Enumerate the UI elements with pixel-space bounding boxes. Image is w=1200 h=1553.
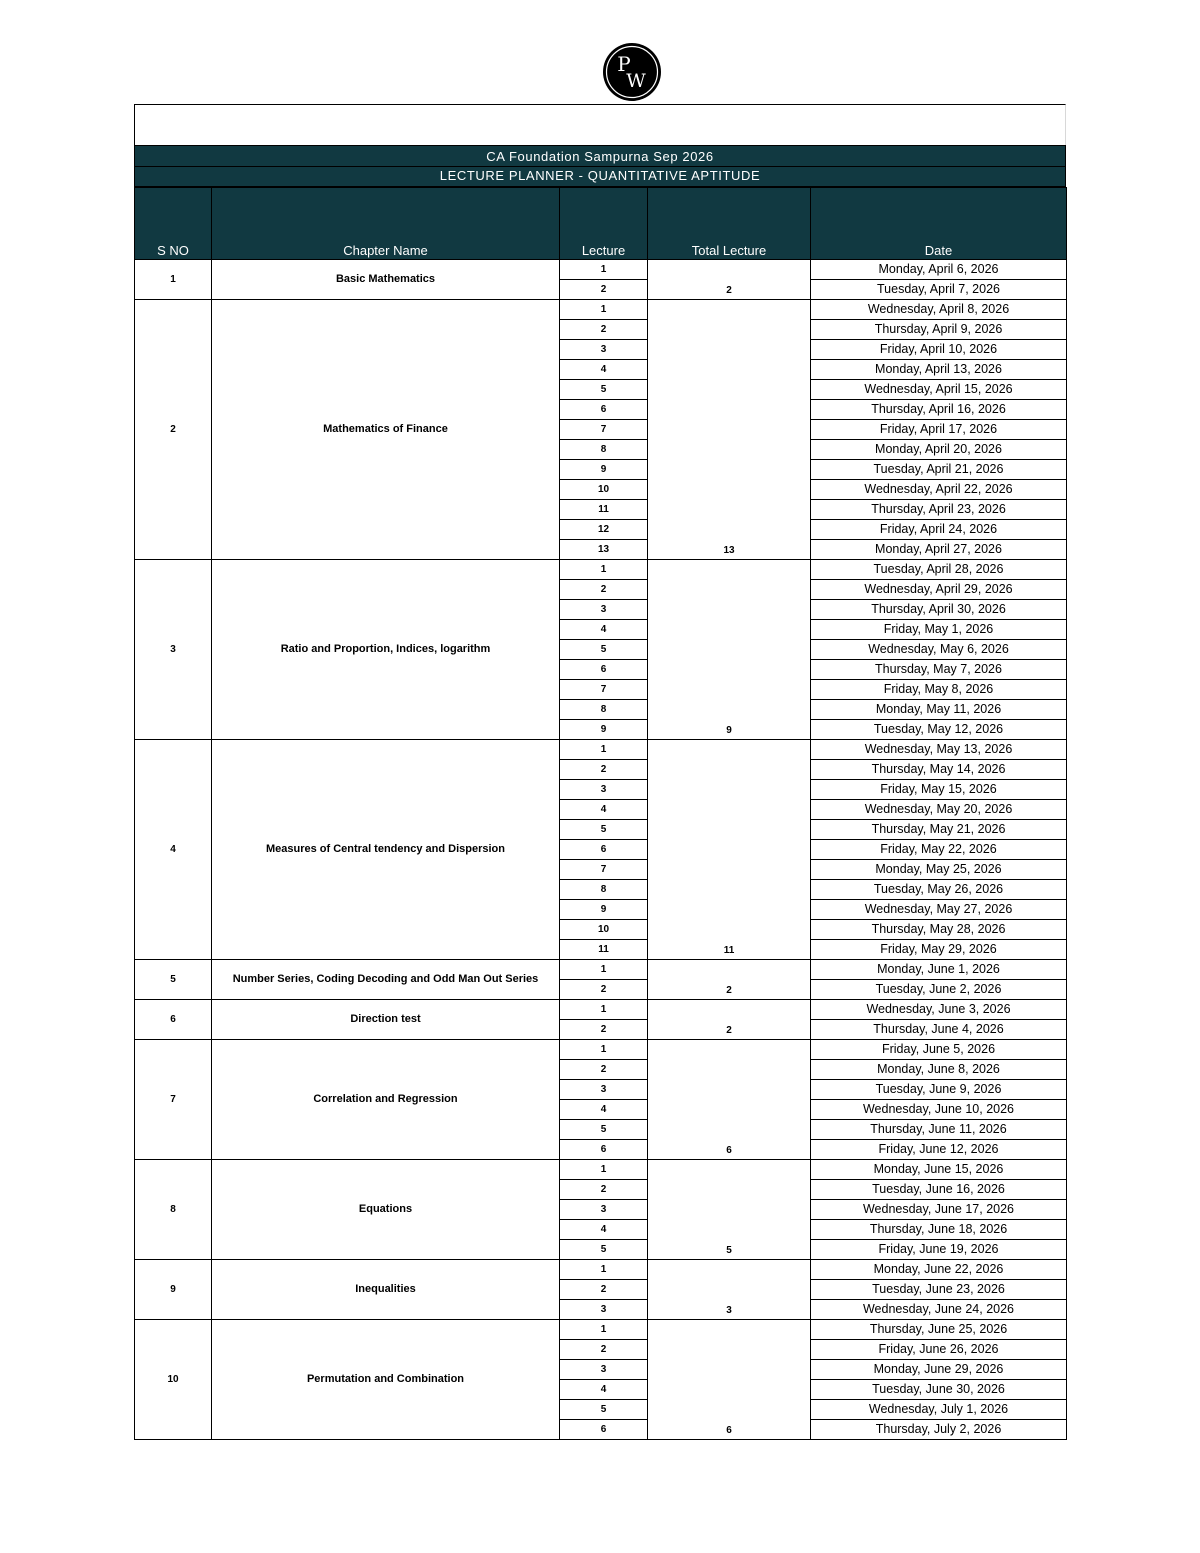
total-lecture-cell: 2 bbox=[648, 260, 811, 300]
lecture-number-cell: 4 bbox=[560, 1100, 648, 1120]
table-row bbox=[135, 960, 1067, 980]
date-cell: Wednesday, April 29, 2026 bbox=[811, 580, 1067, 600]
date-cell: Wednesday, April 15, 2026 bbox=[811, 380, 1067, 400]
date-cell: Tuesday, May 12, 2026 bbox=[811, 720, 1067, 740]
lecture-number-cell: 5 bbox=[560, 1240, 648, 1260]
table-header-row bbox=[135, 188, 1067, 260]
date-cell: Monday, June 22, 2026 bbox=[811, 1260, 1067, 1280]
sno-cell: 9 bbox=[135, 1260, 212, 1320]
date-cell: Tuesday, April 7, 2026 bbox=[811, 280, 1067, 300]
chapter-name-cell: Basic Mathematics bbox=[212, 260, 560, 300]
date-cell: Thursday, May 14, 2026 bbox=[811, 760, 1067, 780]
date-cell: Friday, April 24, 2026 bbox=[811, 520, 1067, 540]
sno-cell: 1 bbox=[135, 260, 212, 300]
logo-letter-w: W bbox=[626, 70, 646, 92]
chapter-name-cell: Direction test bbox=[212, 1000, 560, 1040]
date-cell: Thursday, May 21, 2026 bbox=[811, 820, 1067, 840]
lecture-number-cell: 4 bbox=[560, 620, 648, 640]
lecture-number-cell: 2 bbox=[560, 1340, 648, 1360]
table-row bbox=[135, 560, 1067, 580]
date-cell: Wednesday, June 17, 2026 bbox=[811, 1200, 1067, 1220]
lecture-number-cell: 3 bbox=[560, 1080, 648, 1100]
total-lecture-cell: 3 bbox=[648, 1260, 811, 1320]
lecture-number-cell: 4 bbox=[560, 800, 648, 820]
lecture-number-cell: 1 bbox=[560, 1160, 648, 1180]
chapter-name-cell: Equations bbox=[212, 1160, 560, 1260]
lecture-number-cell: 3 bbox=[560, 780, 648, 800]
chapter-name-cell: Permutation and Combination bbox=[212, 1320, 560, 1440]
lecture-number-cell: 4 bbox=[560, 360, 648, 380]
date-cell: Thursday, April 23, 2026 bbox=[811, 500, 1067, 520]
date-cell: Thursday, May 7, 2026 bbox=[811, 660, 1067, 680]
lecture-number-cell: 9 bbox=[560, 720, 648, 740]
date-cell: Monday, June 1, 2026 bbox=[811, 960, 1067, 980]
lecture-table bbox=[134, 187, 1067, 1440]
col-header-total: Total Lecture bbox=[648, 188, 811, 260]
lecture-number-cell: 2 bbox=[560, 320, 648, 340]
total-lecture-cell: 9 bbox=[648, 560, 811, 740]
sno-cell: 4 bbox=[135, 740, 212, 960]
lecture-number-cell: 6 bbox=[560, 660, 648, 680]
lecture-number-cell: 2 bbox=[560, 1020, 648, 1040]
lecture-number-cell: 11 bbox=[560, 940, 648, 960]
chapter-name-cell: Correlation and Regression bbox=[212, 1040, 560, 1160]
table-row bbox=[135, 1160, 1067, 1180]
date-cell: Monday, April 6, 2026 bbox=[811, 260, 1067, 280]
total-lecture-cell: 13 bbox=[648, 300, 811, 560]
lecture-number-cell: 1 bbox=[560, 1320, 648, 1340]
lecture-number-cell: 4 bbox=[560, 1220, 648, 1240]
lecture-number-cell: 3 bbox=[560, 1300, 648, 1320]
lecture-number-cell: 5 bbox=[560, 820, 648, 840]
date-cell: Wednesday, April 22, 2026 bbox=[811, 480, 1067, 500]
date-cell: Friday, April 17, 2026 bbox=[811, 420, 1067, 440]
lecture-number-cell: 4 bbox=[560, 1380, 648, 1400]
date-cell: Tuesday, June 9, 2026 bbox=[811, 1080, 1067, 1100]
sno-cell: 10 bbox=[135, 1320, 212, 1440]
col-header-chapter: Chapter Name bbox=[212, 188, 560, 260]
sno-cell: 3 bbox=[135, 560, 212, 740]
lecture-number-cell: 5 bbox=[560, 1400, 648, 1420]
table-row bbox=[135, 1320, 1067, 1340]
lecture-number-cell: 5 bbox=[560, 380, 648, 400]
lecture-number-cell: 9 bbox=[560, 900, 648, 920]
sno-cell: 5 bbox=[135, 960, 212, 1000]
date-cell: Monday, June 8, 2026 bbox=[811, 1060, 1067, 1080]
total-lecture-cell: 11 bbox=[648, 740, 811, 960]
lecture-number-cell: 8 bbox=[560, 440, 648, 460]
blank-header-row bbox=[134, 104, 1066, 145]
date-cell: Thursday, June 11, 2026 bbox=[811, 1120, 1067, 1140]
chapter-name-cell: Mathematics of Finance bbox=[212, 300, 560, 560]
lecture-number-cell: 1 bbox=[560, 1260, 648, 1280]
date-cell: Thursday, June 4, 2026 bbox=[811, 1020, 1067, 1040]
lecture-number-cell: 2 bbox=[560, 760, 648, 780]
total-lecture-cell: 5 bbox=[648, 1160, 811, 1260]
table-row bbox=[135, 740, 1067, 760]
date-cell: Friday, May 29, 2026 bbox=[811, 940, 1067, 960]
date-cell: Monday, April 13, 2026 bbox=[811, 360, 1067, 380]
date-cell: Tuesday, June 30, 2026 bbox=[811, 1380, 1067, 1400]
date-cell: Tuesday, May 26, 2026 bbox=[811, 880, 1067, 900]
date-cell: Wednesday, May 13, 2026 bbox=[811, 740, 1067, 760]
date-cell: Friday, May 15, 2026 bbox=[811, 780, 1067, 800]
date-cell: Thursday, May 28, 2026 bbox=[811, 920, 1067, 940]
lecture-number-cell: 2 bbox=[560, 1180, 648, 1200]
sno-cell: 7 bbox=[135, 1040, 212, 1160]
table-row bbox=[135, 1000, 1067, 1020]
lecture-number-cell: 10 bbox=[560, 920, 648, 940]
lecture-number-cell: 9 bbox=[560, 460, 648, 480]
date-cell: Monday, April 27, 2026 bbox=[811, 540, 1067, 560]
date-cell: Tuesday, April 21, 2026 bbox=[811, 460, 1067, 480]
chapter-name-cell: Inequalities bbox=[212, 1260, 560, 1320]
col-header-lecture: Lecture bbox=[560, 188, 648, 260]
lecture-number-cell: 1 bbox=[560, 740, 648, 760]
date-cell: Tuesday, June 16, 2026 bbox=[811, 1180, 1067, 1200]
date-cell: Thursday, April 16, 2026 bbox=[811, 400, 1067, 420]
date-cell: Thursday, July 2, 2026 bbox=[811, 1420, 1067, 1440]
sno-cell: 6 bbox=[135, 1000, 212, 1040]
total-lecture-cell: 6 bbox=[648, 1320, 811, 1440]
lecture-number-cell: 13 bbox=[560, 540, 648, 560]
lecture-number-cell: 6 bbox=[560, 1140, 648, 1160]
date-cell: Wednesday, June 3, 2026 bbox=[811, 1000, 1067, 1020]
sno-cell: 8 bbox=[135, 1160, 212, 1260]
lecture-number-cell: 10 bbox=[560, 480, 648, 500]
lecture-number-cell: 7 bbox=[560, 420, 648, 440]
lecture-number-cell: 1 bbox=[560, 300, 648, 320]
lecture-number-cell: 2 bbox=[560, 980, 648, 1000]
lecture-number-cell: 8 bbox=[560, 700, 648, 720]
date-cell: Tuesday, June 2, 2026 bbox=[811, 980, 1067, 1000]
date-cell: Friday, June 26, 2026 bbox=[811, 1340, 1067, 1360]
date-cell: Thursday, April 30, 2026 bbox=[811, 600, 1067, 620]
lecture-number-cell: 1 bbox=[560, 1000, 648, 1020]
col-header-date: Date bbox=[811, 188, 1067, 260]
chapter-name-cell: Number Series, Coding Decoding and Odd Man Out Series bbox=[212, 960, 560, 1000]
date-cell: Thursday, June 25, 2026 bbox=[811, 1320, 1067, 1340]
lecture-number-cell: 3 bbox=[560, 1360, 648, 1380]
lecture-number-cell: 7 bbox=[560, 680, 648, 700]
planner-title: CA Foundation Sampurna Sep 2026 bbox=[134, 145, 1066, 167]
date-cell: Tuesday, June 23, 2026 bbox=[811, 1280, 1067, 1300]
date-cell: Friday, June 19, 2026 bbox=[811, 1240, 1067, 1260]
date-cell: Friday, May 22, 2026 bbox=[811, 840, 1067, 860]
table-row bbox=[135, 300, 1067, 320]
date-cell: Thursday, June 18, 2026 bbox=[811, 1220, 1067, 1240]
lecture-number-cell: 6 bbox=[560, 840, 648, 860]
date-cell: Monday, May 11, 2026 bbox=[811, 700, 1067, 720]
lecture-number-cell: 2 bbox=[560, 280, 648, 300]
date-cell: Wednesday, July 1, 2026 bbox=[811, 1400, 1067, 1420]
lecture-number-cell: 2 bbox=[560, 1060, 648, 1080]
col-header-sno: S NO bbox=[135, 188, 212, 260]
date-cell: Monday, April 20, 2026 bbox=[811, 440, 1067, 460]
date-cell: Wednesday, May 20, 2026 bbox=[811, 800, 1067, 820]
date-cell: Monday, May 25, 2026 bbox=[811, 860, 1067, 880]
lecture-number-cell: 8 bbox=[560, 880, 648, 900]
planner-subtitle: LECTURE PLANNER - QUANTITATIVE APTITUDE bbox=[134, 167, 1066, 187]
chapter-name-cell: Ratio and Proportion, Indices, logarithm bbox=[212, 560, 560, 740]
date-cell: Monday, June 15, 2026 bbox=[811, 1160, 1067, 1180]
total-lecture-cell: 2 bbox=[648, 960, 811, 1000]
lecture-number-cell: 1 bbox=[560, 260, 648, 280]
date-cell: Wednesday, May 6, 2026 bbox=[811, 640, 1067, 660]
lecture-number-cell: 6 bbox=[560, 1420, 648, 1440]
lecture-number-cell: 1 bbox=[560, 960, 648, 980]
lecture-number-cell: 1 bbox=[560, 560, 648, 580]
pw-logo-icon bbox=[602, 42, 662, 102]
lecture-number-cell: 7 bbox=[560, 860, 648, 880]
lecture-number-cell: 3 bbox=[560, 1200, 648, 1220]
date-cell: Tuesday, April 28, 2026 bbox=[811, 560, 1067, 580]
date-cell: Wednesday, June 24, 2026 bbox=[811, 1300, 1067, 1320]
date-cell: Wednesday, April 8, 2026 bbox=[811, 300, 1067, 320]
pw-logo bbox=[602, 42, 662, 102]
lecture-number-cell: 12 bbox=[560, 520, 648, 540]
lecture-number-cell: 3 bbox=[560, 340, 648, 360]
date-cell: Wednesday, June 10, 2026 bbox=[811, 1100, 1067, 1120]
date-cell: Friday, May 8, 2026 bbox=[811, 680, 1067, 700]
total-lecture-cell: 6 bbox=[648, 1040, 811, 1160]
lecture-number-cell: 11 bbox=[560, 500, 648, 520]
lecture-number-cell: 2 bbox=[560, 1280, 648, 1300]
logo-letter-p: P bbox=[617, 52, 631, 76]
table-row bbox=[135, 260, 1067, 280]
date-cell: Thursday, April 9, 2026 bbox=[811, 320, 1067, 340]
lecture-planner-sheet bbox=[134, 104, 1066, 1440]
date-cell: Friday, June 5, 2026 bbox=[811, 1040, 1067, 1060]
table-row bbox=[135, 1260, 1067, 1280]
lecture-number-cell: 3 bbox=[560, 600, 648, 620]
chapter-name-cell: Measures of Central tendency and Dispersion bbox=[212, 740, 560, 960]
date-cell: Friday, April 10, 2026 bbox=[811, 340, 1067, 360]
lecture-number-cell: 5 bbox=[560, 640, 648, 660]
table-row bbox=[135, 1040, 1067, 1060]
table-body bbox=[135, 260, 1067, 1440]
lecture-number-cell: 5 bbox=[560, 1120, 648, 1140]
lecture-number-cell: 6 bbox=[560, 400, 648, 420]
lecture-number-cell: 1 bbox=[560, 1040, 648, 1060]
date-cell: Monday, June 29, 2026 bbox=[811, 1360, 1067, 1380]
total-lecture-cell: 2 bbox=[648, 1000, 811, 1040]
date-cell: Wednesday, May 27, 2026 bbox=[811, 900, 1067, 920]
date-cell: Friday, May 1, 2026 bbox=[811, 620, 1067, 640]
lecture-number-cell: 2 bbox=[560, 580, 648, 600]
date-cell: Friday, June 12, 2026 bbox=[811, 1140, 1067, 1160]
sno-cell: 2 bbox=[135, 300, 212, 560]
